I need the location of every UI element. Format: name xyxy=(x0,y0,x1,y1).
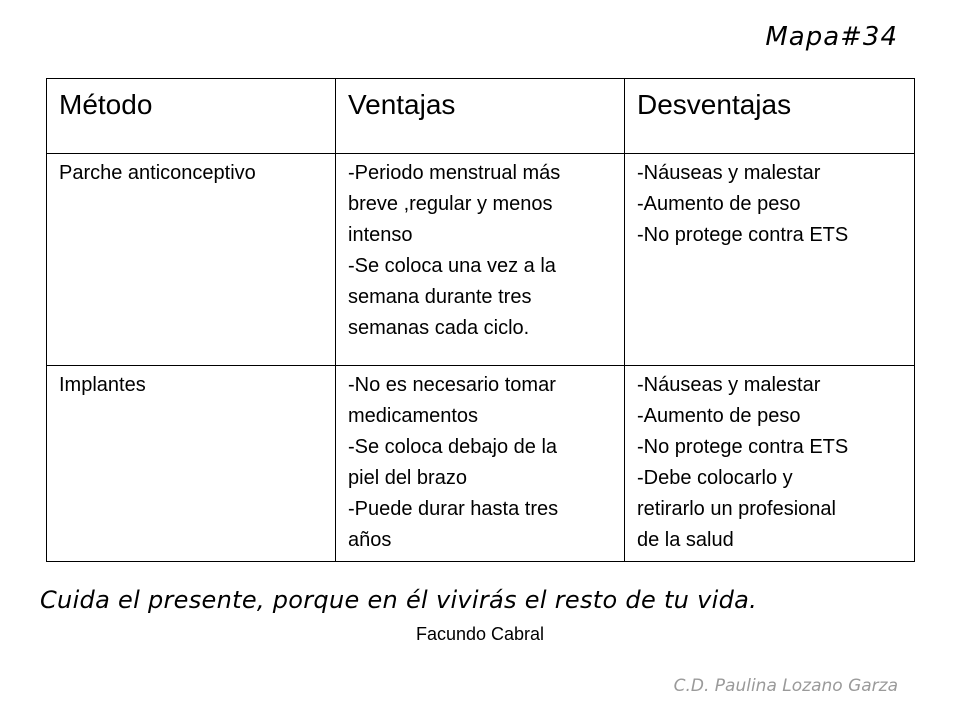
disadvantage-line: -No protege contra ETS xyxy=(637,224,849,246)
advantage-line: -Puede durar hasta tres xyxy=(348,498,559,520)
advantage-line: semanas cada ciclo. xyxy=(348,317,530,339)
quote-author: Facundo Cabral xyxy=(415,624,545,644)
disadvantage-line: -Aumento de peso xyxy=(637,405,801,427)
advantages-cell xyxy=(336,154,625,366)
disadvantages-cell xyxy=(625,154,915,366)
advantage-line: medicamentos xyxy=(348,405,479,427)
author-credit: C.D. Paulina Lozano Garza xyxy=(673,676,898,696)
methods-table xyxy=(46,78,915,562)
advantage-line: piel del brazo xyxy=(348,467,467,489)
advantage-line: intenso xyxy=(348,224,413,246)
advantage-line: -No es necesario tomar xyxy=(348,374,556,396)
quote-text: Cuida el presente, porque en él vivirás el resto de tu vida. xyxy=(40,586,758,614)
method-cell: Parche anticonceptivo xyxy=(47,154,336,366)
disadvantage-line: -Debe colocarlo y xyxy=(637,467,793,489)
header-advantages: Ventajas xyxy=(336,79,625,154)
table-row xyxy=(47,154,915,366)
advantages-cell xyxy=(336,366,625,562)
advantage-line: años xyxy=(348,529,392,551)
map-label: Mapa#34 xyxy=(765,22,898,52)
disadvantage-line: -No protege contra ETS xyxy=(637,436,849,458)
advantage-line: -Se coloca debajo de la xyxy=(348,436,558,458)
method-cell: Implantes xyxy=(47,366,336,562)
table-row xyxy=(47,366,915,562)
advantage-line: breve ,regular y menos xyxy=(348,193,553,215)
disadvantage-line: -Náuseas y malestar xyxy=(637,374,821,396)
header-method: Método xyxy=(47,79,336,154)
advantage-line: -Se coloca una vez a la xyxy=(348,255,556,277)
header-disadvantages: Desventajas xyxy=(625,79,915,154)
table-header-row xyxy=(47,79,915,154)
disadvantage-line: -Aumento de peso xyxy=(637,193,801,215)
disadvantages-cell xyxy=(625,366,915,562)
disadvantage-line: retirarlo un profesional xyxy=(637,498,836,520)
disadvantage-line: de la salud xyxy=(637,529,734,551)
disadvantage-line: -Náuseas y malestar xyxy=(637,162,821,184)
advantage-line: -Periodo menstrual más xyxy=(348,162,561,184)
advantage-line: semana durante tres xyxy=(348,286,532,308)
